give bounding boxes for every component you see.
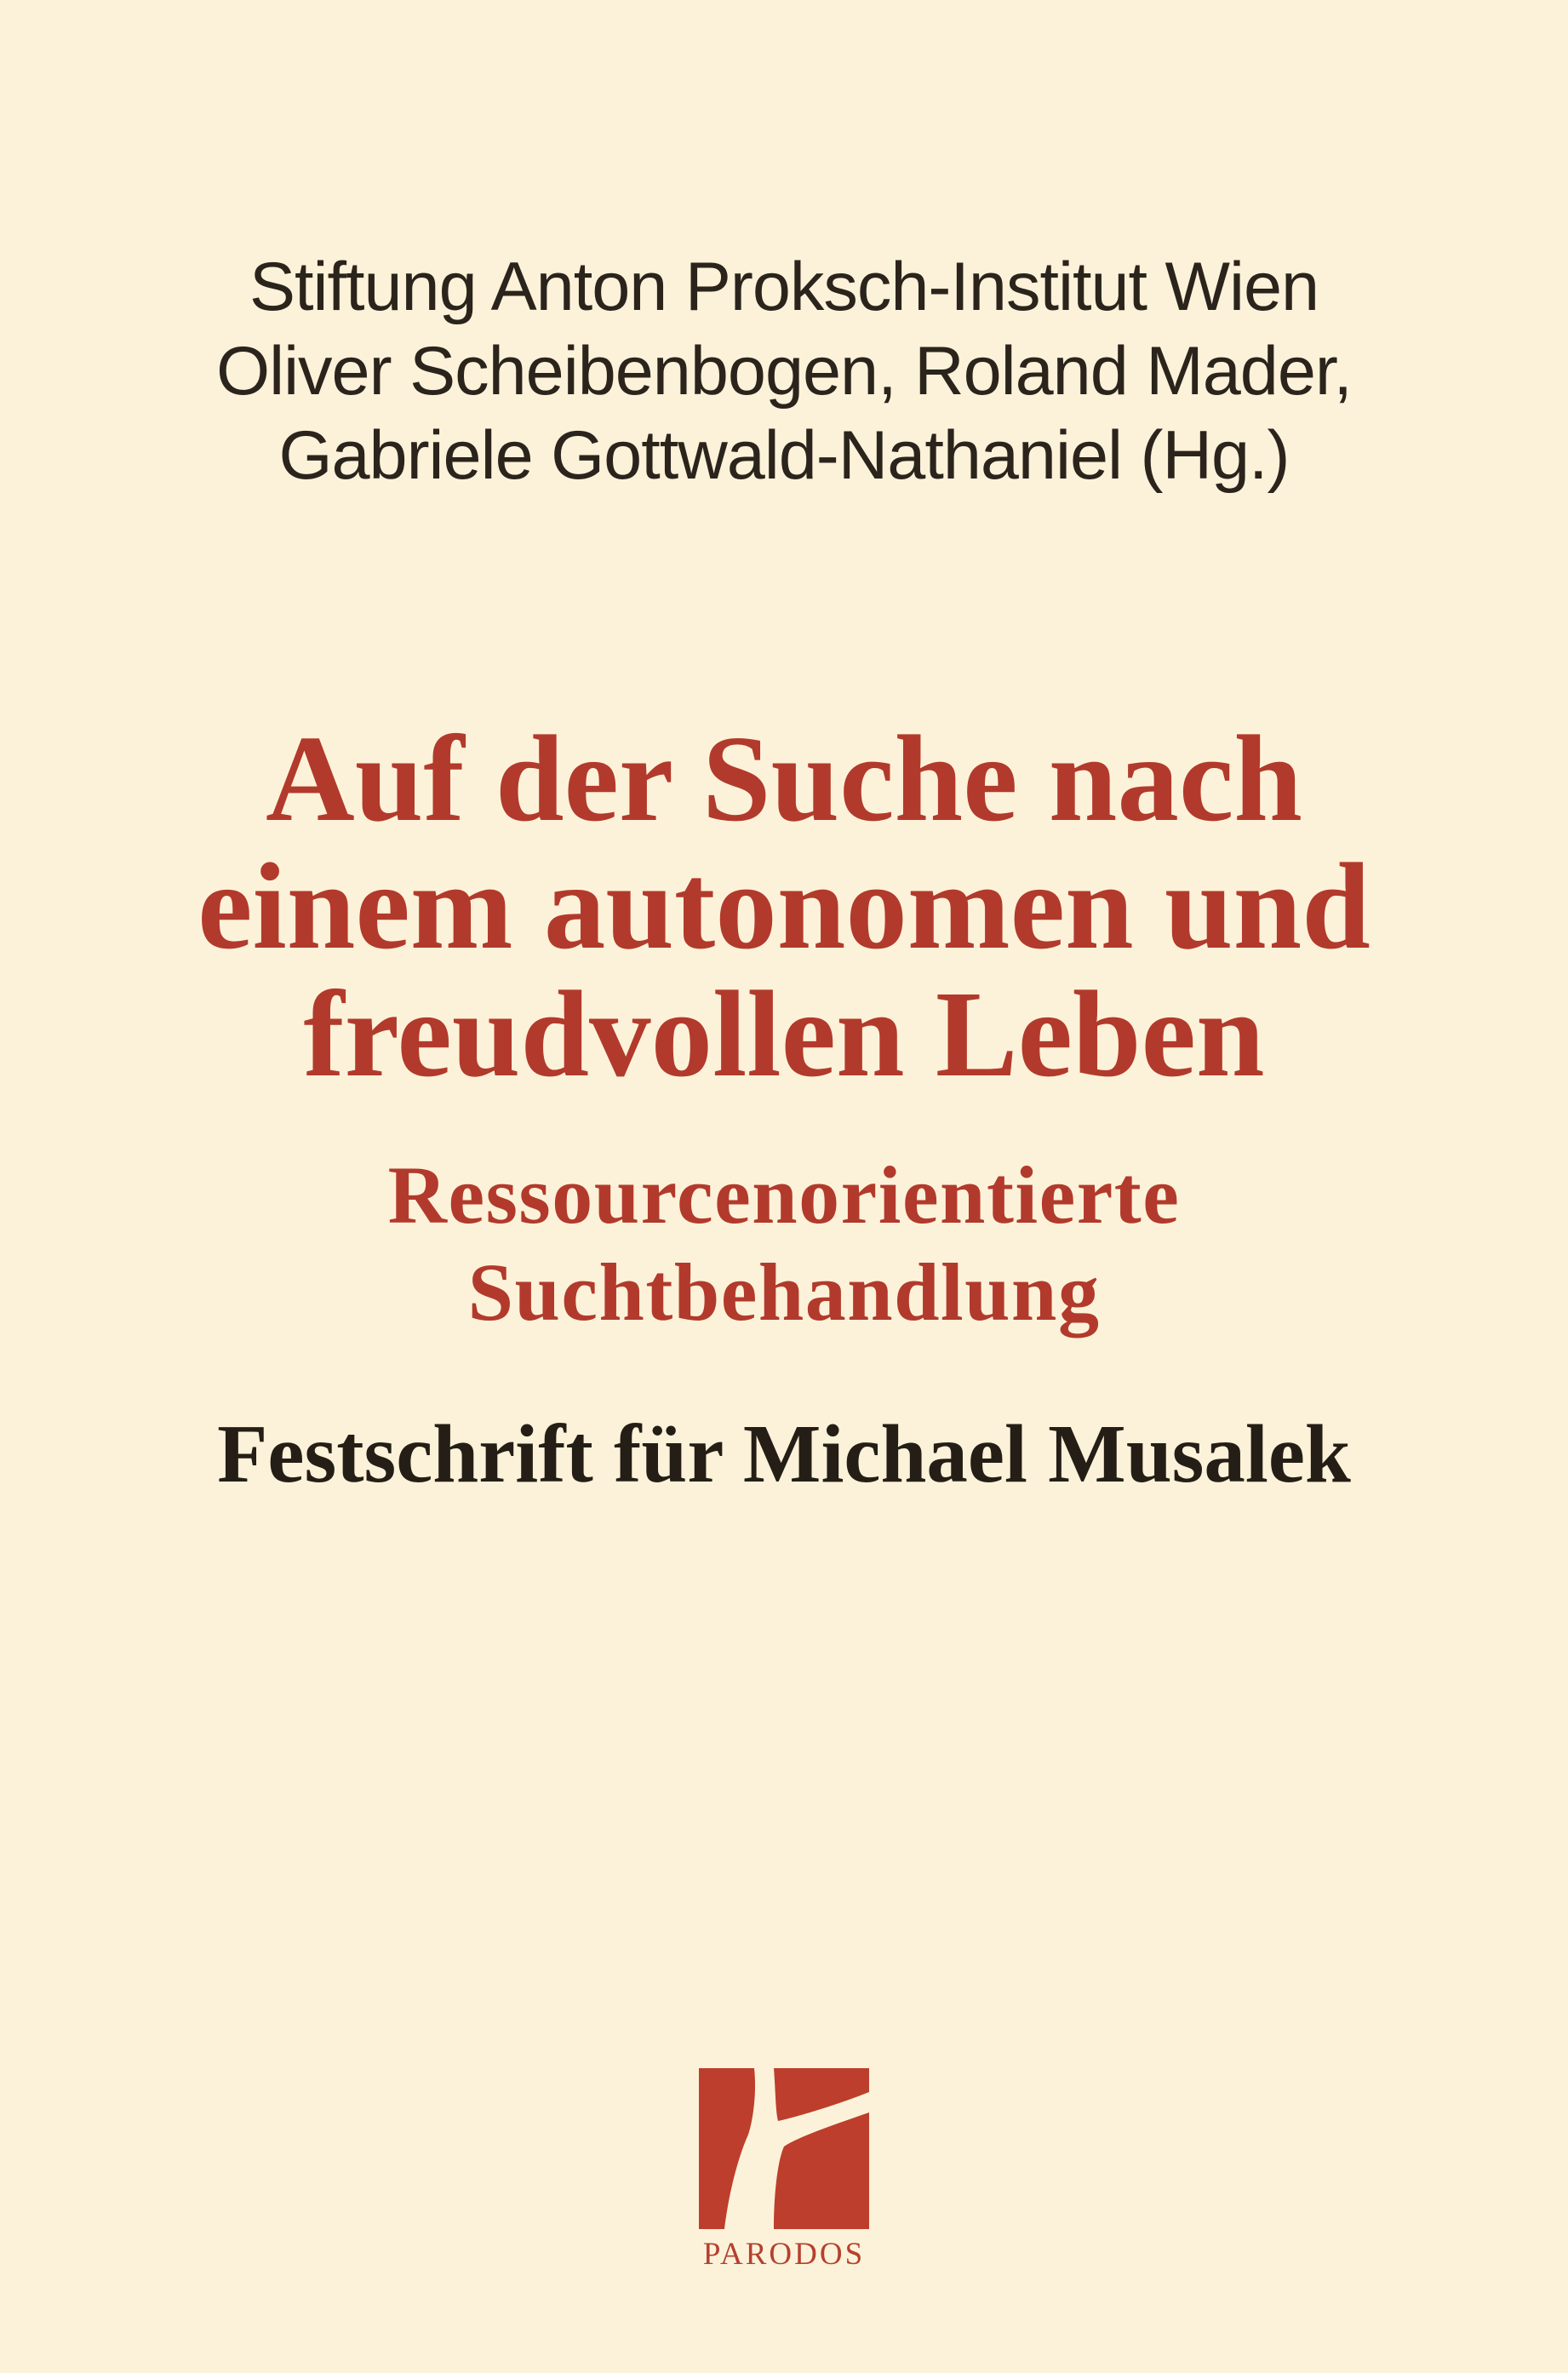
- logo-square: [699, 2068, 869, 2229]
- editor-line: Stiftung Anton Proksch-Institut Wien: [249, 249, 1319, 325]
- editors-block: [0, 245, 1568, 498]
- parodos-branch-icon: [699, 2068, 869, 2229]
- book-title-line: Auf der Suche nach: [266, 711, 1302, 847]
- editor-line: Gabriele Gottwald-Nathaniel (Hg.): [278, 417, 1290, 494]
- book-subtitle: [0, 1147, 1568, 1341]
- book-subtitle-line: Ressourcenorientierte: [387, 1149, 1181, 1241]
- book-title: [0, 711, 1568, 1103]
- dedication-line: Festschrift für Michael Musalek: [217, 1408, 1351, 1499]
- editor-line: Oliver Scheibenbogen, Roland Mader,: [216, 333, 1352, 410]
- book-title-line: einem autonomen und: [197, 839, 1371, 975]
- publisher-name: PARODOS: [702, 2237, 866, 2272]
- book-title-line: freudvollen Leben: [303, 966, 1265, 1103]
- book-subtitle-line: Suchtbehandlung: [467, 1247, 1101, 1338]
- publisher-logo-block: [0, 2068, 1568, 2273]
